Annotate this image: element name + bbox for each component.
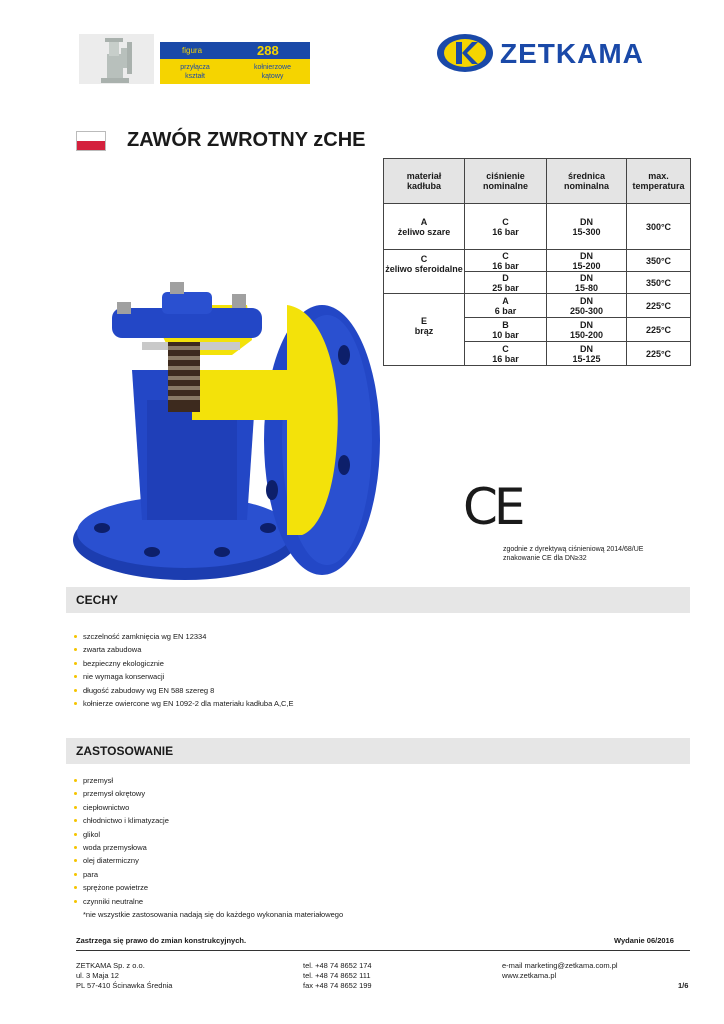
badge-connection-type: przyłącza kształt [180,64,210,80]
email-link[interactable]: e-mail marketing@zetkama.com.pl [502,961,618,970]
list-item: sprężone powietrze [74,881,343,894]
fax: fax +48 74 8652 199 [303,981,372,990]
pressure-cell: A 6 bar [465,294,547,318]
page-title: ZAWÓR ZWROTNY zCHE [127,129,366,151]
company-name: ZETKAMA Sp. z o.o. [76,961,145,970]
company-city: PL 57-410 Ścinawka Średnia [76,981,173,990]
page-number: 1/6 [678,981,689,990]
list-item: kołnierze owiercone wg EN 1092-2 dla materiału kadłuba A,C,E [74,697,294,710]
pressure-cell: B 10 bar [465,318,547,342]
company-street: ul. 3 Maja 12 [76,971,119,980]
pressure-cell: C 16 bar [465,250,547,272]
list-item: olej diatermiczny [74,854,343,867]
badge-figura-label: figura [182,46,203,55]
ce-mark: CE [463,478,522,536]
badge-number: 288 [257,43,279,58]
list-item: para [74,868,343,881]
company-address [76,961,172,991]
company-phones [303,961,372,991]
temperature-cell: 225°C [627,294,691,318]
applications-list [74,774,343,921]
material-cell: E brąz [384,294,465,366]
temperature-cell: 225°C [627,318,691,342]
phone-1: tel. +48 74 8652 174 [303,961,372,970]
header-diameter: średnica nominalna [547,159,627,204]
header-pressure: ciśnienie nominalne [465,159,547,204]
pressure-cell: C 16 bar [465,342,547,366]
applications-footnote: *nie wszystkie zastosowania nadają się do każdego wykonania materiałowego [83,909,344,919]
diameter-cell: DN 15-125 [547,342,627,366]
section-features-title: CECHY [76,593,119,607]
ce-note [503,545,643,563]
website-link[interactable]: www.zetkama.pl [502,971,557,980]
footer-divider [76,950,690,951]
list-item: ciepłownictwo [74,801,343,814]
company-contact [502,961,618,981]
diameter-cell: DN 15-300 [547,204,627,250]
list-item: nie wymaga konserwacji [74,670,294,683]
list-item: przemysł [74,774,343,787]
diameter-cell: DN 250-300 [547,294,627,318]
diameter-cell: DN 15-200 [547,250,627,272]
spec-table [383,158,691,366]
list-item: chłodnictwo i klimatyzacje [74,814,343,827]
list-item: glikol [74,828,343,841]
section-applications-title: ZASTOSOWANIE [76,744,174,758]
list-item: zwarta zabudowa [74,643,294,656]
pressure-cell: C 16 bar [465,204,547,250]
valve-thumbnail-icon [79,34,154,84]
temperature-cell: 350°C [627,272,691,294]
section-applications [66,738,690,764]
material-cell: A żeliwo szare [384,204,465,250]
table-row [384,294,691,318]
disclaimer: Zastrzega się prawo do zmian konstrukcyjnych. [76,936,247,945]
list-item: woda przemysłowa [74,841,343,854]
badge-flange-type: kołnierzowe kątowy [254,64,291,80]
temperature-cell: 300°C [627,204,691,250]
pressure-cell: D 25 bar [465,272,547,294]
polish-flag-icon [76,131,106,151]
temperature-cell: 225°C [627,342,691,366]
ce-note-marking: znakowanie CE dla DN≥32 [503,555,587,562]
list-item: bezpieczny ekologicznie [74,657,294,670]
header-temperature: max. temperatura [627,159,691,204]
table-row [384,204,691,250]
figure-badge [160,42,310,84]
product-thumbnail [79,34,154,84]
list-item: czynniki neutralne [74,895,343,908]
valve-cutaway-illustration [72,280,384,585]
features-list [74,630,294,710]
ce-note-directive: zgodnie z dyrektywą ciśnieniową 2014/68/UE [503,546,644,553]
list-item: przemysł okrętowy [74,787,343,800]
header-material: materiał kadłuba [384,159,465,204]
edition: Wydanie 06/2016 [614,936,674,945]
phone-2: tel. +48 74 8652 111 [303,971,371,980]
zetkama-logo-icon [436,33,494,73]
temperature-cell: 350°C [627,250,691,272]
list-item: szczelność zamknięcia wg EN 12334 [74,630,294,643]
diameter-cell: DN 15-80 [547,272,627,294]
brand-name: ZETKAMA [500,38,644,69]
list-item: długość zabudowy wg EN 588 szereg 8 [74,684,294,697]
material-cell: C żeliwo sferoidalne [384,250,465,294]
table-row [384,250,691,272]
section-features [66,587,690,613]
diameter-cell: DN 150-200 [547,318,627,342]
